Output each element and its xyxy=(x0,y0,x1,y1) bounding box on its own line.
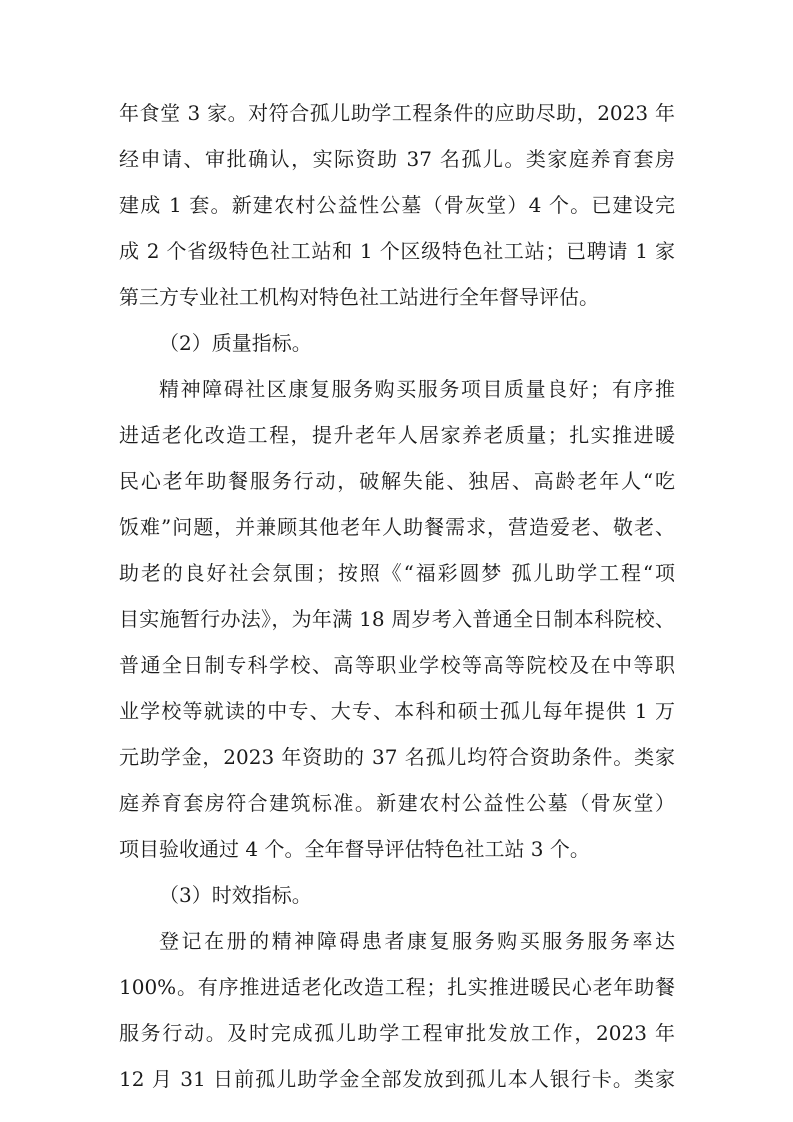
text-line-3: 建成 1 套。新建农村公益性公墓（骨灰堂）4 个。已建设完 xyxy=(119,193,675,217)
section-heading-quality: （2）质量指标。 xyxy=(159,331,312,355)
text-line-7: 精神障碍社区康复服务购买服务项目质量良好；有序推 xyxy=(159,377,675,401)
text-line-17: 项目验收通过 4 个。全年督导评估特色社工站 3 个。 xyxy=(119,837,590,861)
text-line-13: 普通全日制专科学校、高等职业学校等高等院校及在中等职 xyxy=(119,653,675,677)
text-line-15: 元助学金，2023 年资助的 37 名孤儿均符合资助条件。类家 xyxy=(119,745,675,769)
text-line-11: 助老的良好社会氛围；按照《“福彩圆梦 孤儿助学工程“项 xyxy=(119,561,675,585)
text-line-5: 第三方专业社工机构对特色社工站进行全年督导评估。 xyxy=(119,285,599,309)
section-heading-timeliness: （3）时效指标。 xyxy=(159,883,312,907)
text-line-2: 经申请、审批确认，实际资助 37 名孤儿。类家庭养育套房 xyxy=(119,147,675,171)
text-line-19: 登记在册的精神障碍患者康复服务购买服务服务率达 xyxy=(159,929,675,953)
text-line-21: 服务行动。及时完成孤儿助学工程审批发放工作，2023 年 xyxy=(119,1021,675,1045)
text-line-14: 业学校等就读的中专、大专、本科和硕士孤儿每年提供 1 万 xyxy=(119,699,675,723)
text-line-8: 进适老化改造工程，提升老年人居家养老质量；扎实推进暖 xyxy=(119,423,675,447)
text-line-9: 民心老年助餐服务行动，破解失能、独居、高龄老年人“吃 xyxy=(119,469,675,493)
text-line-10: 饭难”问题，并兼顾其他老年人助餐需求，营造爱老、敬老、 xyxy=(119,515,675,539)
text-line-4: 成 2 个省级特色社工站和 1 个区级特色社工站；已聘请 1 家 xyxy=(119,239,675,263)
text-line-20: 100%。有序推进适老化改造工程；扎实推进暖民心老年助餐 xyxy=(119,975,675,999)
text-line-1: 年食堂 3 家。对符合孤儿助学工程条件的应助尽助，2023 年 xyxy=(119,101,675,125)
text-line-22: 12 月 31 日前孤儿助学金全部发放到孤儿本人银行卡。类家 xyxy=(119,1067,675,1091)
text-line-12: 目实施暂行办法》，为年满 18 周岁考入普通全日制本科院校、 xyxy=(119,607,675,631)
text-line-16: 庭养育套房符合建筑标准。新建农村公益性公墓（骨灰堂） xyxy=(119,791,675,815)
